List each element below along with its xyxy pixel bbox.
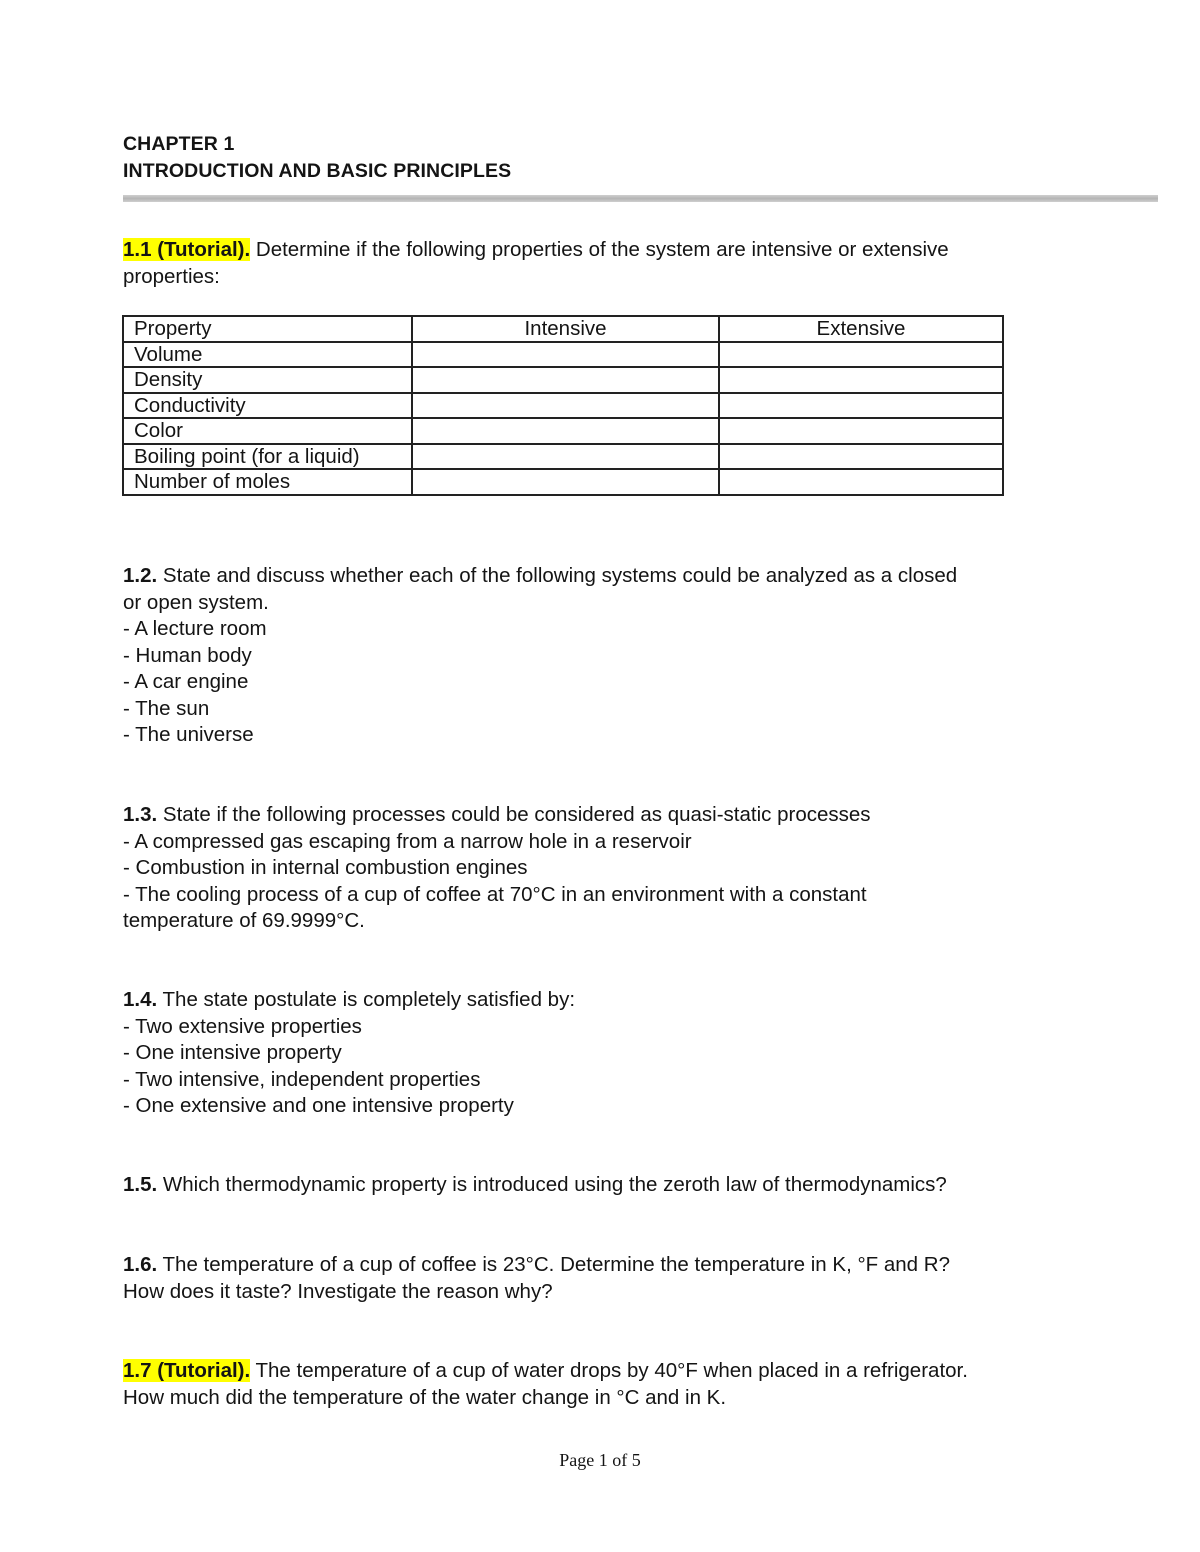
question-number: 1.4. [123,988,158,1011]
table-header-row [123,316,1003,342]
question-text: State if the following processes could be considered as quasi-static processes [157,803,871,826]
question-text: State and discuss whether each of the following systems could be analyzed as a closed [157,564,958,587]
header-intensive: Intensive [412,316,719,342]
extensive-cell [719,418,1003,444]
question-number: 1.3. [123,803,158,826]
list-item: - A car engine [123,670,249,693]
table-row [123,418,1003,444]
list-item: - Combustion in internal combustion engines [123,856,528,879]
page-number: Page 1 of 5 [559,1450,641,1470]
question-1-3 [123,802,871,935]
chapter-title: INTRODUCTION AND BASIC PRINCIPLES [123,160,512,182]
list-item: temperature of 69.9999°C. [123,909,365,932]
list-item: - Two intensive, independent properties [123,1067,481,1091]
table-row [123,367,1003,393]
extensive-cell [719,469,1003,495]
header-extensive: Extensive [719,316,1003,342]
property-cell: Color [123,418,412,444]
property-cell: Density [123,367,412,393]
tutorial-tag: 1.1 (Tutorial). [123,238,251,261]
header-property: Property [123,316,412,342]
list-item: - One extensive and one intensive property [123,1094,514,1117]
list-item: - A lecture room [123,617,267,640]
intensive-cell [412,469,719,495]
question-text: Determine if the following properties of the system are intensive or extensive [250,238,949,261]
question-number: 1.2. [123,564,158,587]
properties-table [122,315,1004,496]
list-item: - Two extensive properties [123,1014,362,1038]
question-text: The temperature of a cup of water drops by 40°F when placed in a refrigerator. [250,1359,968,1382]
tutorial-tag: 1.7 (Tutorial). [123,1359,251,1382]
question-1-5 [123,1172,947,1199]
list-item: - A compressed gas escaping from a narrow hole in a reservoir [123,829,692,853]
question-text-cont: How much did the temperature of the water change in °C and in K. [123,1385,727,1409]
question-text-cont: How does it taste? Investigate the reason why? [123,1279,553,1303]
property-cell: Boiling point (for a liquid) [123,444,412,470]
question-text: Which thermodynamic property is introduced using the zeroth law of thermodynamics? [157,1173,947,1196]
title-divider [123,195,1158,202]
property-cell: Volume [123,342,412,368]
property-cell: Conductivity [123,393,412,419]
question-text: The temperature of a cup of coffee is 23°C. Determine the temperature in K, °F and R? [157,1253,950,1276]
list-item: - One intensive property [123,1041,342,1064]
table-row [123,444,1003,470]
question-1-6 [123,1252,950,1305]
intensive-cell [412,367,719,393]
question-number: 1.6. [123,1253,158,1276]
question-text-cont: or open system. [123,590,269,614]
intensive-cell [412,393,719,419]
property-cell: Number of moles [123,469,412,495]
question-1-7 [123,1358,968,1411]
list-item: - Human body [123,643,252,667]
extensive-cell [719,342,1003,368]
table-row [123,393,1003,419]
question-1-2 [123,563,957,749]
question-number: 1.5. [123,1173,158,1196]
list-item: - The sun [123,696,210,720]
extensive-cell [719,444,1003,470]
question-text-cont: properties: [123,264,220,288]
chapter-label: CHAPTER 1 [123,133,235,155]
list-item: - The universe [123,723,254,746]
question-1-1 [123,237,949,290]
intensive-cell [412,444,719,470]
question-text: The state postulate is completely satisfied by: [157,988,576,1011]
table-row [123,342,1003,368]
extensive-cell [719,367,1003,393]
extensive-cell [719,393,1003,419]
list-item: - The cooling process of a cup of coffee at 70°C in an environment with a constant [123,882,867,906]
intensive-cell [412,342,719,368]
table-row [123,469,1003,495]
intensive-cell [412,418,719,444]
question-1-4 [123,987,575,1120]
